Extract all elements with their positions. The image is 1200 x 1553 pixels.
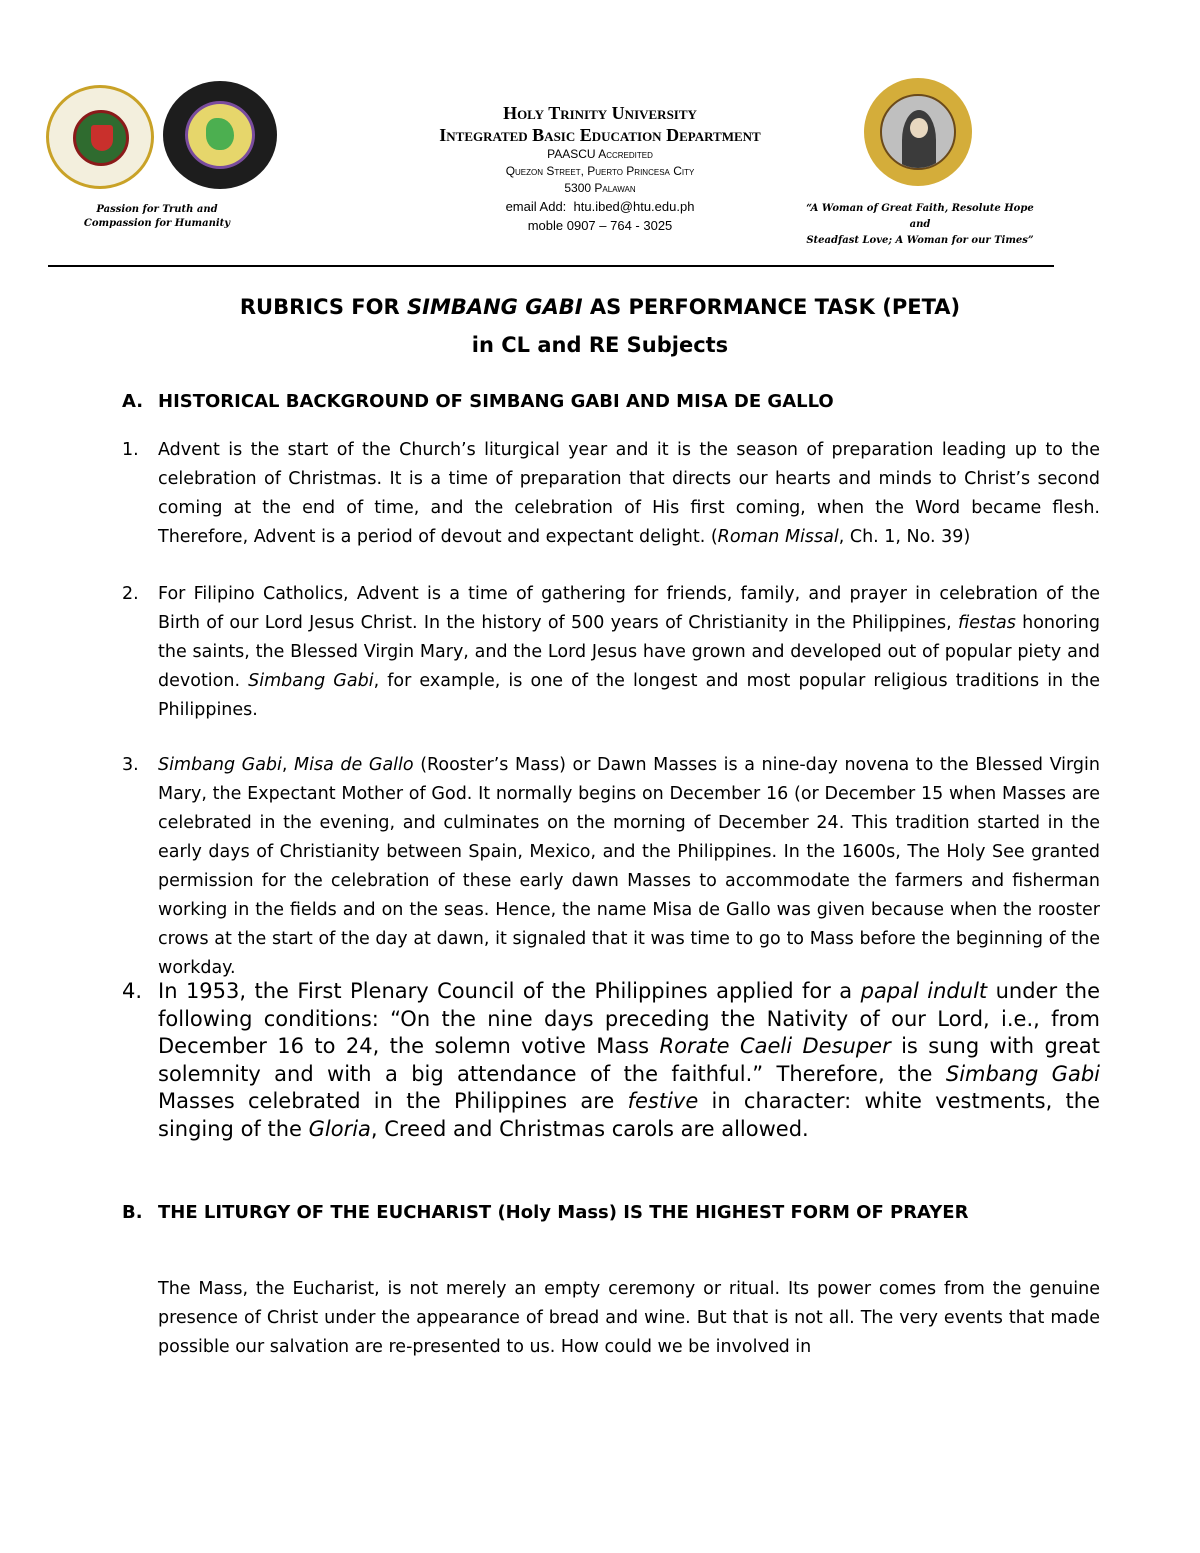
title-part-1: RUBRICS FOR: [239, 295, 407, 319]
accreditation: PAASCU Accredited: [547, 147, 653, 161]
list-item: [122, 436, 1100, 552]
list-item-text: [158, 436, 1100, 552]
university-seal-center: [73, 110, 129, 166]
list-item-number: 1.: [122, 440, 139, 460]
item-4-text-5: in character: white vestments, the singing of the: [158, 1089, 1100, 1141]
mobile-line: moble 0907 – 764 - 3025: [527, 218, 673, 233]
section-b-label: B.: [122, 1202, 143, 1223]
item-3-italic-2: Misa de Gallo: [294, 755, 414, 775]
list-item-text: [158, 580, 1100, 725]
item-4-text-3: is sung with great solemnity and with a big attendance of the faithful.” Therefore, the: [158, 1034, 1100, 1086]
emblem-icon: [206, 118, 234, 150]
item-4-text: In 1953, the First Plenary Council of the Philippines applied for a: [158, 979, 861, 1003]
item-3-italic: Simbang Gabi: [158, 755, 282, 775]
item-4-italic-2: Rorate Caeli Desuper: [659, 1034, 891, 1059]
motto-left-line-2: Compassion for Humanity: [83, 218, 231, 229]
email-label: email Add:: [505, 199, 567, 214]
list-item-number: 2.: [122, 584, 139, 604]
item-4-text-2: under the following conditions: “On the nine days preceding the Nativity of our Lord, i.e., from December 16 to 24, the solemn votive Mass: [158, 979, 1100, 1059]
list-item: [122, 580, 1100, 725]
university-seal-logo: [46, 85, 154, 189]
list-item-number: 3.: [122, 755, 139, 775]
item-1-text: Advent is the start of the Church’s liturgical year and it is the season of preparation leading up to the celebration of Christmas. It is a time of preparation that directs our hearts and minds to Christ’s second coming at the end of time, and the celebration of His first coming, when the Word became flesh. Therefore, Advent is a period of devout and expectant delight. (: [158, 440, 1100, 547]
item-4-text-6: , Creed and Christmas carols are allowed.: [370, 1116, 809, 1141]
motto-right-line-2: Steadfast Love; A Woman for our Times”: [806, 235, 1034, 246]
foundress-portrait: [880, 94, 956, 170]
foundress-face: [910, 118, 928, 138]
letterhead: [325, 102, 875, 235]
title-italic: SIMBANG GABI: [407, 295, 583, 319]
item-2-italic: fiestas: [957, 613, 1016, 633]
title-part-2: AS PERFORMANCE TASK (PETA): [582, 295, 961, 319]
list-item: [122, 751, 1100, 983]
motto-right: [800, 201, 1040, 249]
page-title: [100, 288, 1100, 364]
basic-education-seal-logo: [163, 81, 277, 189]
title-line-1: [100, 288, 1100, 326]
section-b-title: THE LITURGY OF THE EUCHARIST (Holy Mass) IS THE HIGHEST FORM OF PRAYER: [158, 1202, 969, 1223]
list-item-text: [158, 751, 1100, 983]
address-postal: 5300 Palawan: [564, 181, 636, 195]
university-name: Holy Trinity University: [503, 103, 697, 123]
item-4-italic-4: festive: [627, 1089, 699, 1114]
list-item: [122, 978, 1100, 1144]
email-address: htu.ibed@htu.edu.ph: [573, 199, 695, 214]
email-line: [325, 197, 875, 216]
list-item-number: 4.: [122, 979, 143, 1003]
section-a-label: A.: [122, 391, 144, 412]
item-3-sep: ,: [281, 755, 295, 775]
item-2-text: For Filipino Catholics, Advent is a time of gathering for friends, family, and prayer in celebration of the Birth of our Lord Jesus Christ. In the history of 500 years of Christianity in the Philippines,: [158, 584, 1100, 633]
department-name: Integrated Basic Education Department: [439, 125, 761, 145]
item-4-text-4: Masses celebrated in the Philippines are: [158, 1089, 628, 1114]
item-4-italic: papal indult: [860, 979, 988, 1003]
foundress-seal-logo: [864, 78, 972, 186]
motto-right-line-1: “A Woman of Great Faith, Resolute Hope and: [806, 203, 1034, 230]
header-divider: [48, 265, 1054, 267]
item-2-text-end: , for example, is one of the longest and most popular religious traditions in the Philippines.: [158, 671, 1100, 720]
address-street: Quezon Street, Puerto Princesa City: [505, 164, 695, 178]
item-3-text: (Rooster’s Mass) or Dawn Masses is a nine-day novena to the Blessed Virgin Mary, the Expectant Mother of God. It normally begins on December 16 (or December 15 when Masses are celebrated in the evening, and culminates on the morning of December 24. This tradition started in the early days of Christianity between Spain, Mexico, and the Philippines. In the 1600s, The Holy See granted permission for the celebration of these early dawn Masses to accommodate the farmers and fisherman working in the fields and on the seas. Hence, the name Misa de Gallo was given because when the rooster crows at the start of the day at dawn, it signaled that it was time to go to Mass before the beginning of the workday.: [158, 755, 1100, 978]
item-1-italic: Roman Missal: [717, 527, 839, 547]
basic-education-seal-center: [185, 101, 255, 169]
section-a-title: HISTORICAL BACKGROUND OF SIMBANG GABI AND MISA DE GALLO: [158, 391, 834, 412]
item-2-text-mid: honoring the saints, the Blessed Virgin Mary, and the Lord Jesus have grown and developed out of popular piety and devotion.: [158, 613, 1100, 691]
section-b-paragraph: The Mass, the Eucharist, is not merely an empty ceremony or ritual. Its power comes from the genuine presence of Christ under the appearance of bread and wine. But that is not all. The very events that made possible our salvation are re-presented to us. How could we be involved in: [158, 1279, 1100, 1357]
shield-icon: [91, 125, 113, 151]
motto-left-line-1: Passion for Truth and: [96, 204, 218, 215]
motto-left: [72, 203, 242, 231]
item-4-italic-5: Gloria: [308, 1116, 371, 1141]
item-4-italic-3: Simbang Gabi: [945, 1061, 1100, 1086]
title-line-2: in CL and RE Subjects: [471, 333, 729, 357]
list-item-text: [158, 978, 1100, 1144]
item-2-italic-2: Simbang Gabi: [248, 671, 374, 691]
item-1-text-end: , Ch. 1, No. 39): [838, 527, 971, 547]
